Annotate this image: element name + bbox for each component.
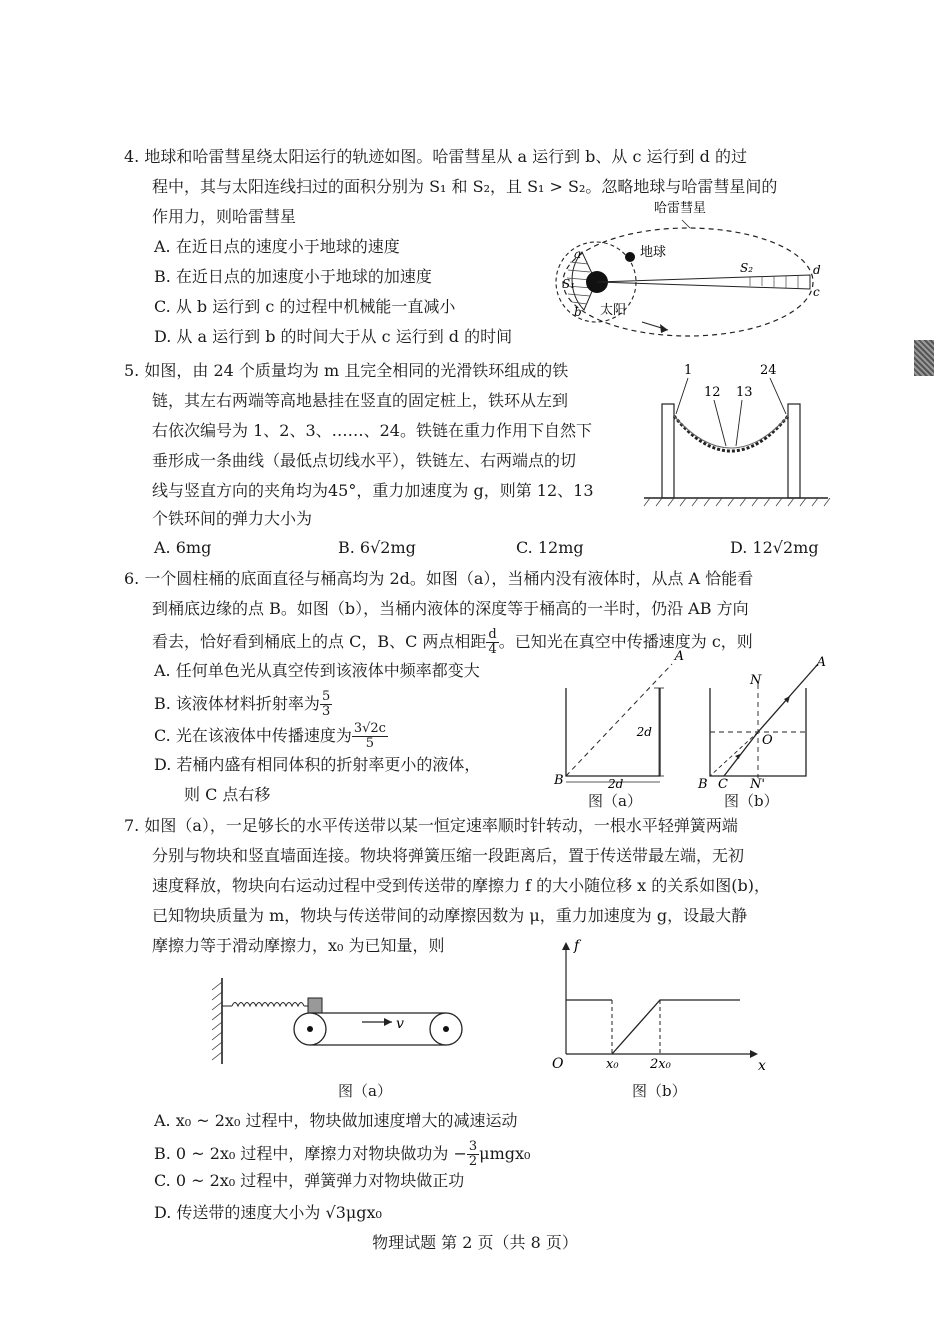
q7-option-a: A. x₀ ~ 2x₀ 过程中，物块做加速度增大的减速运动 <box>154 1111 518 1130</box>
q6-option-a: A. 任何单色光从真空传到该液体中频率都变大 <box>154 661 480 680</box>
q6-figure-b-caption: 图（b） <box>724 792 779 810</box>
q7-stem-line3: 速度释放，物块向右运动过程中受到传送带的摩擦力 f 的大小随位移 x 的关系如图(b)， <box>152 876 771 895</box>
label-x-axis: x <box>758 1058 766 1074</box>
q7-figure-a-caption: 图（a） <box>338 1082 392 1100</box>
label-o-point: O <box>762 733 773 748</box>
q4-option-a: A. 在近日点的速度小于地球的速度 <box>154 237 400 256</box>
q7-option-c: C. 0 ~ 2x₀ 过程中，弹簧弹力对物块做正功 <box>154 1171 465 1190</box>
q4-option-d: D. 从 a 运行到 b 的时间大于从 c 运行到 d 的时间 <box>154 327 513 346</box>
label-width-2d: 2d <box>608 777 624 791</box>
q6-option-c-text: C. 光在该液体中传播速度为 <box>154 726 352 745</box>
q6-option-d-line2: 则 C 点右移 <box>184 785 271 804</box>
q6-stem-line3-start: 看去，恰好看到桶底上的点 C，B、C 两点相距 <box>152 632 487 651</box>
q6-option-b-text: B. 该液体材料折射率为 <box>154 694 320 713</box>
q4-orbit-figure <box>550 196 830 346</box>
label-s2: S₂ <box>740 261 754 275</box>
q7-friction-graph <box>550 936 770 1076</box>
velocity-arrow-icon <box>384 1018 392 1026</box>
q5-stem-line1: 5. 如图，由 24 个质量均为 m 且完全相同的光滑铁环组成的铁 <box>124 361 569 380</box>
label-f-axis: f <box>574 938 580 954</box>
q7-stem-line2: 分别与物块和竖直墙面连接。物块将弹簧压缩一段距离后，置于传送带最左端，无初 <box>152 846 745 865</box>
q5-option-c: C. 12mg <box>516 538 584 557</box>
q6-stem-line3-end: 。已知光在真空中传播速度为 c，则 <box>498 632 753 651</box>
frac-den: 2 <box>468 1154 478 1169</box>
label-height-2d: 2d <box>636 725 652 739</box>
frac-num: 3 <box>468 1139 478 1154</box>
q7-figure-b-caption: 图（b） <box>632 1082 687 1100</box>
q4-stem-line1: 4. 地球和哈雷彗星绕太阳运行的轨迹如图。哈雷彗星从 a 运行到 b、从 c 运行到 d 的过 <box>124 147 747 166</box>
label-earth: 地球 <box>640 245 667 260</box>
q6-option-c <box>154 722 388 751</box>
q6-figure-a <box>552 648 684 796</box>
q6-figure-b <box>694 648 829 796</box>
q4-option-c: C. 从 b 运行到 c 的过程中机械能一直减小 <box>154 297 456 316</box>
q5-option-b: B. 6√2mg <box>338 538 416 557</box>
page-footer: 物理试题 第 2 页（共 8 页） <box>372 1233 578 1252</box>
frac-num: d <box>488 627 497 642</box>
label-origin: O <box>552 1056 564 1072</box>
label-sun: 太阳 <box>600 303 627 318</box>
fraction-5-over-3 <box>320 690 332 719</box>
label-a: a <box>574 247 582 261</box>
q5-option-d: D. 12√2mg <box>730 538 819 557</box>
q7-option-d: D. 传送带的速度大小为 √3μgx₀ <box>154 1203 382 1222</box>
fraction-d-over-4 <box>486 628 498 657</box>
fraction-3-over-2 <box>467 1140 479 1169</box>
q6-figure-a-caption: 图（a） <box>588 792 642 810</box>
q7-option-b-tail: μmgx₀ <box>479 1144 531 1163</box>
frac-den: 5 <box>365 736 375 751</box>
label-ring-12: 12 <box>704 385 721 400</box>
q5-stem-line5: 线与竖直方向的夹角均为45°，重力加速度为 g，则第 12、13 <box>152 481 594 500</box>
label-n-point: N <box>750 673 762 688</box>
label-b-point: B <box>554 773 564 788</box>
q5-stem-line6: 个铁环间的弹力大小为 <box>152 509 313 528</box>
label-d: d <box>813 263 821 277</box>
q4-stem-line3: 作用力，则哈雷彗星 <box>152 207 297 226</box>
q5-stem-line4: 垂形成一条曲线（最低点切线水平），铁链左、右两端点的切 <box>152 451 577 470</box>
label-n-prime-point: N' <box>750 777 765 792</box>
q7-conveyor-figure <box>200 974 480 1074</box>
frac-den: 3 <box>321 704 331 719</box>
frac-den: 4 <box>488 642 497 657</box>
label-ring-1: 1 <box>684 363 693 378</box>
q6-option-d-line1: D. 若桶内盛有相同体积的折射率更小的液体， <box>154 755 481 774</box>
q4-stem-line2: 程中，其与太阳连线扫过的面积分别为 S₁ 和 S₂，且 S₁ > S₂。忽略地球与哈雷彗星间的 <box>152 177 778 196</box>
q7-option-b <box>154 1140 530 1169</box>
label-s1: S₁ <box>562 277 576 291</box>
q7-stem-line4: 已知物块质量为 m，物块与传送带间的动摩擦因数为 μ，重力加速度为 g，设最大静 <box>152 906 748 925</box>
q6-stem-line1: 6. 一个圆柱桶的底面直径与桶高均为 2d。如图（a），当桶内没有液体时，从点 A 恰能看 <box>124 569 754 588</box>
label-c-point: C <box>718 777 728 792</box>
frac-num: 3√2c <box>353 721 386 736</box>
q6-stem-line2: 到桶底边缘的点 B。如图（b），当桶内液体的深度等于桶高的一半时，仍沿 AB 方向 <box>152 599 749 618</box>
frac-num: 5 <box>321 689 331 704</box>
label-x0: x₀ <box>606 1057 619 1072</box>
label-ring-13: 13 <box>736 385 753 400</box>
label-comet: 哈雷彗星 <box>654 201 707 216</box>
q4-option-b: B. 在近日点的加速度小于地球的加速度 <box>154 267 432 286</box>
q5-chain-figure <box>642 358 832 510</box>
label-b: b <box>574 305 582 319</box>
page-edge-marker <box>914 340 934 376</box>
q5-stem-line3: 右依次编号为 1、2、3、……、24。铁链在重力作用下自然下 <box>152 421 592 440</box>
label-2x0: 2x₀ <box>650 1057 671 1072</box>
label-b-point: B <box>698 777 708 792</box>
label-a-point: A <box>816 655 826 670</box>
q7-stem-line5: 摩擦力等于滑动摩擦力，x₀ 为已知量，则 <box>152 936 445 955</box>
q5-option-a: A. 6mg <box>154 538 212 557</box>
label-v: v <box>396 1016 404 1032</box>
q5-stem-line2: 链，其左右两端等高地悬挂在竖直的固定桩上，铁环从左到 <box>152 391 569 410</box>
label-c: c <box>813 285 820 299</box>
label-a-point: A <box>674 649 684 664</box>
q6-option-b <box>154 690 332 719</box>
q7-stem-line1: 7. 如图（a），一足够长的水平传送带以某一恒定速率顺时针转动，一根水平轻弹簧两端 <box>124 816 738 835</box>
label-ring-24: 24 <box>760 363 777 378</box>
block-icon <box>308 998 322 1013</box>
earth-icon <box>625 252 635 262</box>
q7-option-b-text: B. 0 ~ 2x₀ 过程中，摩擦力对物块做功为 − <box>154 1144 467 1163</box>
fraction-3root2c-over-5 <box>352 722 388 751</box>
